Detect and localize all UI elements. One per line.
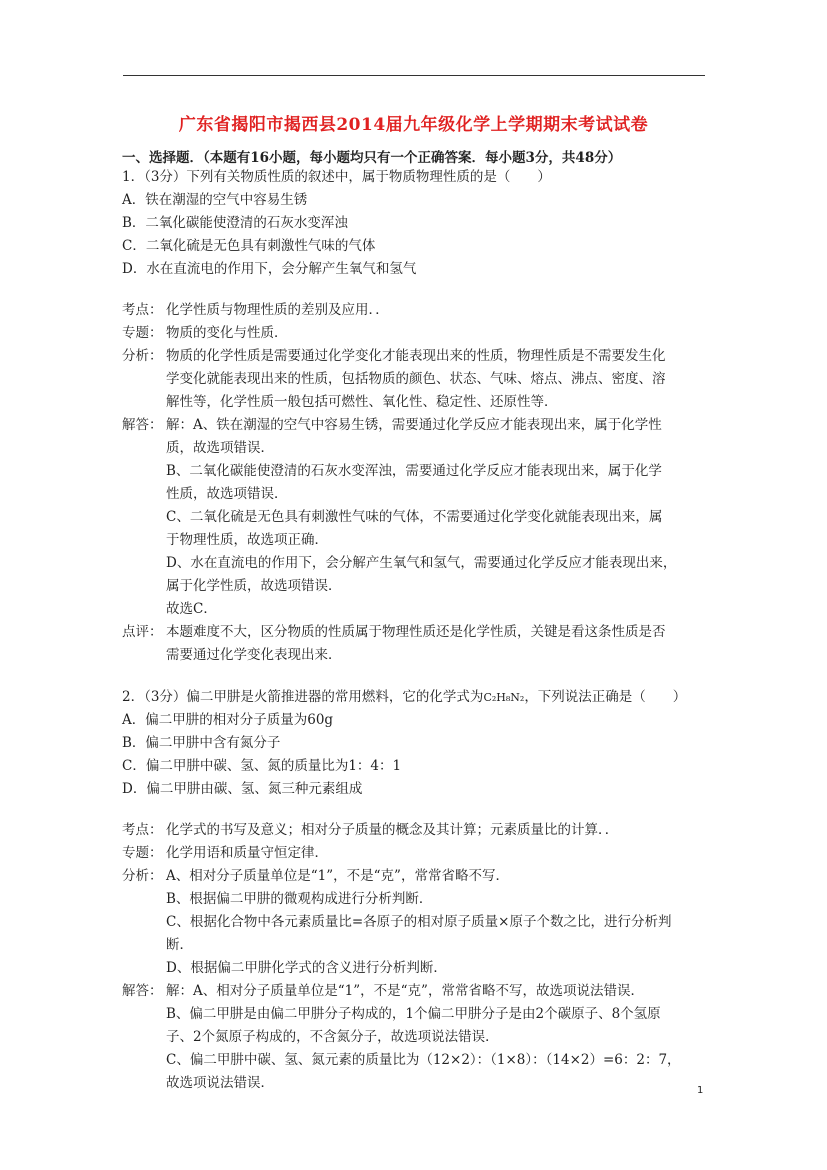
- q1-jieda-line: 性质，故选项错误．: [166, 486, 288, 502]
- q2-zhuanti-label: 专题：: [122, 845, 163, 861]
- question-1-stem: 1．（3分）下列有关物质性质的叙述中，属于物质物理性质的是（ ）: [122, 169, 551, 185]
- q2-jieda-line: 故选项说法错误．: [166, 1075, 274, 1091]
- q2-jieda-label: 解答：: [122, 983, 163, 999]
- q1-jieda-line: B、二氧化碳能使澄清的石灰水变浑浊，需要通过化学反应才能表现出来，属于化学: [166, 463, 662, 479]
- section-heading: 一、选择题．（本题有16小题，每小题均只有一个正确答案．每小题3分，共48分）: [122, 150, 622, 166]
- q2-kaodian: 化学式的书写及意义；相对分子质量的概念及其计算；元素质量比的计算．．: [166, 822, 619, 838]
- q1-option-d: D．水在直流电的作用下，会分解产生氧气和氢气: [122, 261, 417, 277]
- q2-option-a: A．偏二甲肼的相对分子质量为60g: [122, 712, 334, 728]
- q1-kaodian: 化学性质与物理性质的差别及应用．．: [166, 302, 389, 318]
- q2-jieda-line: 解：A、相对分子质量单位是“1”，不是“克”，常常省略不写，故选项说法错误．: [166, 983, 644, 999]
- chemical-formula: C₂H₈N₂: [483, 691, 525, 704]
- q2-fenxi-line: 断．: [166, 937, 193, 953]
- q2-jieda-line: C、偏二甲肼中碳、氢、氮元素的质量比为（12×2）：（1×8）：（14×2）=6：2：7，: [166, 1052, 681, 1068]
- q1-fenxi-line: 物质的化学性质是需要通过化学变化才能表现出来的性质，物理性质是不需要发生化: [166, 348, 666, 364]
- header-rule: [123, 75, 705, 76]
- q1-fenxi-line: 解性等，化学性质一般包括可燃性、氧化性、稳定性、还原性等．: [166, 394, 558, 410]
- page-title: 广东省揭阳市揭西县2014届九年级化学上学期期末考试试卷: [178, 115, 649, 135]
- q2-fenxi-line: C、根据化合物中各元素质量比=各原子的相对原子质量×原子个数之比，进行分析判: [166, 914, 672, 930]
- q1-kaodian-label: 考点：: [122, 302, 163, 318]
- q1-jieda-line: 故选C．: [166, 601, 217, 617]
- q2-option-c: C．偏二甲肼中碳、氢、氮的质量比为1：4：1: [122, 758, 402, 774]
- q1-zhuanti-label: 专题：: [122, 325, 163, 341]
- q1-jieda-line: C、二氧化硫是无色具有刺激性气味的气体，不需要通过化学变化就能表现出来，属: [166, 509, 663, 525]
- q1-jieda-line: 于物理性质，故选项正确．: [166, 532, 328, 548]
- q2-kaodian-label: 考点：: [122, 822, 163, 838]
- q2-zhuanti: 化学用语和质量守恒定律．: [166, 845, 328, 861]
- q1-fenxi-label: 分析：: [122, 348, 163, 364]
- q2-fenxi-label: 分析：: [122, 868, 163, 884]
- q2-stem-start: 2．（3分）偏二甲肼是火箭推进器的常用燃料，它的化学式为: [122, 689, 484, 705]
- q2-jieda-line: B、偏二甲肼是由偏二甲肼分子构成的，1个偏二甲肼分子是由2个碳原子、8个氢原: [166, 1006, 661, 1022]
- q1-jieda-line: 属于化学性质，故选项错误．: [166, 578, 342, 594]
- q2-fenxi-line: B、根据偏二甲肼的微观构成进行分析判断．: [166, 891, 433, 907]
- q1-jieda-line: D、水在直流电的作用下，会分解产生氧气和氢气，需要通过化学反应才能表现出来，: [166, 555, 677, 571]
- q1-option-c: C．二氧化硫是无色具有刺激性气味的气体: [122, 238, 376, 254]
- q2-option-d: D．偏二甲肼由碳、氢、氮三种元素组成: [122, 781, 363, 797]
- page-number: 1: [697, 1085, 704, 1096]
- q1-fenxi-line: 学变化就能表现出来的性质，包括物质的颜色、状态、气味、熔点、沸点、密度、溶: [166, 371, 666, 387]
- q1-jieda-line: 质，故选项错误．: [166, 440, 274, 456]
- q2-jieda-line: 子、2个氮原子构成的，不含氮分子，故选项说法错误．: [166, 1029, 499, 1045]
- q1-option-a: A．铁在潮湿的空气中容易生锈: [122, 192, 308, 208]
- q1-dianping-label: 点评：: [122, 624, 163, 640]
- q1-jieda-line: 解：A、铁在潮湿的空气中容易生锈，需要通过化学反应才能表现出来，属于化学性: [166, 417, 662, 433]
- q2-option-b: B．偏二甲肼中含有氮分子: [122, 735, 281, 751]
- q2-fenxi-line: A、相对分子质量单位是“1”，不是“克”，常常省略不写．: [166, 868, 509, 884]
- q1-zhuanti: 物质的变化与性质．: [166, 325, 288, 341]
- q1-dianping-line: 需要通过化学变化表现出来．: [166, 647, 342, 663]
- q1-jieda-label: 解答：: [122, 417, 163, 433]
- q2-stem-end: ，下列说法正确是（ ）: [524, 689, 687, 705]
- question-2-stem: [122, 688, 686, 707]
- q1-dianping-line: 本题难度不大，区分物质的性质属于物理性质还是化学性质，关键是看这条性质是否: [166, 624, 666, 640]
- q1-option-b: B．二氧化碳能使澄清的石灰水变浑浊: [122, 215, 348, 231]
- q2-fenxi-line: D、根据偏二甲肼化学式的含义进行分析判断．: [166, 960, 447, 976]
